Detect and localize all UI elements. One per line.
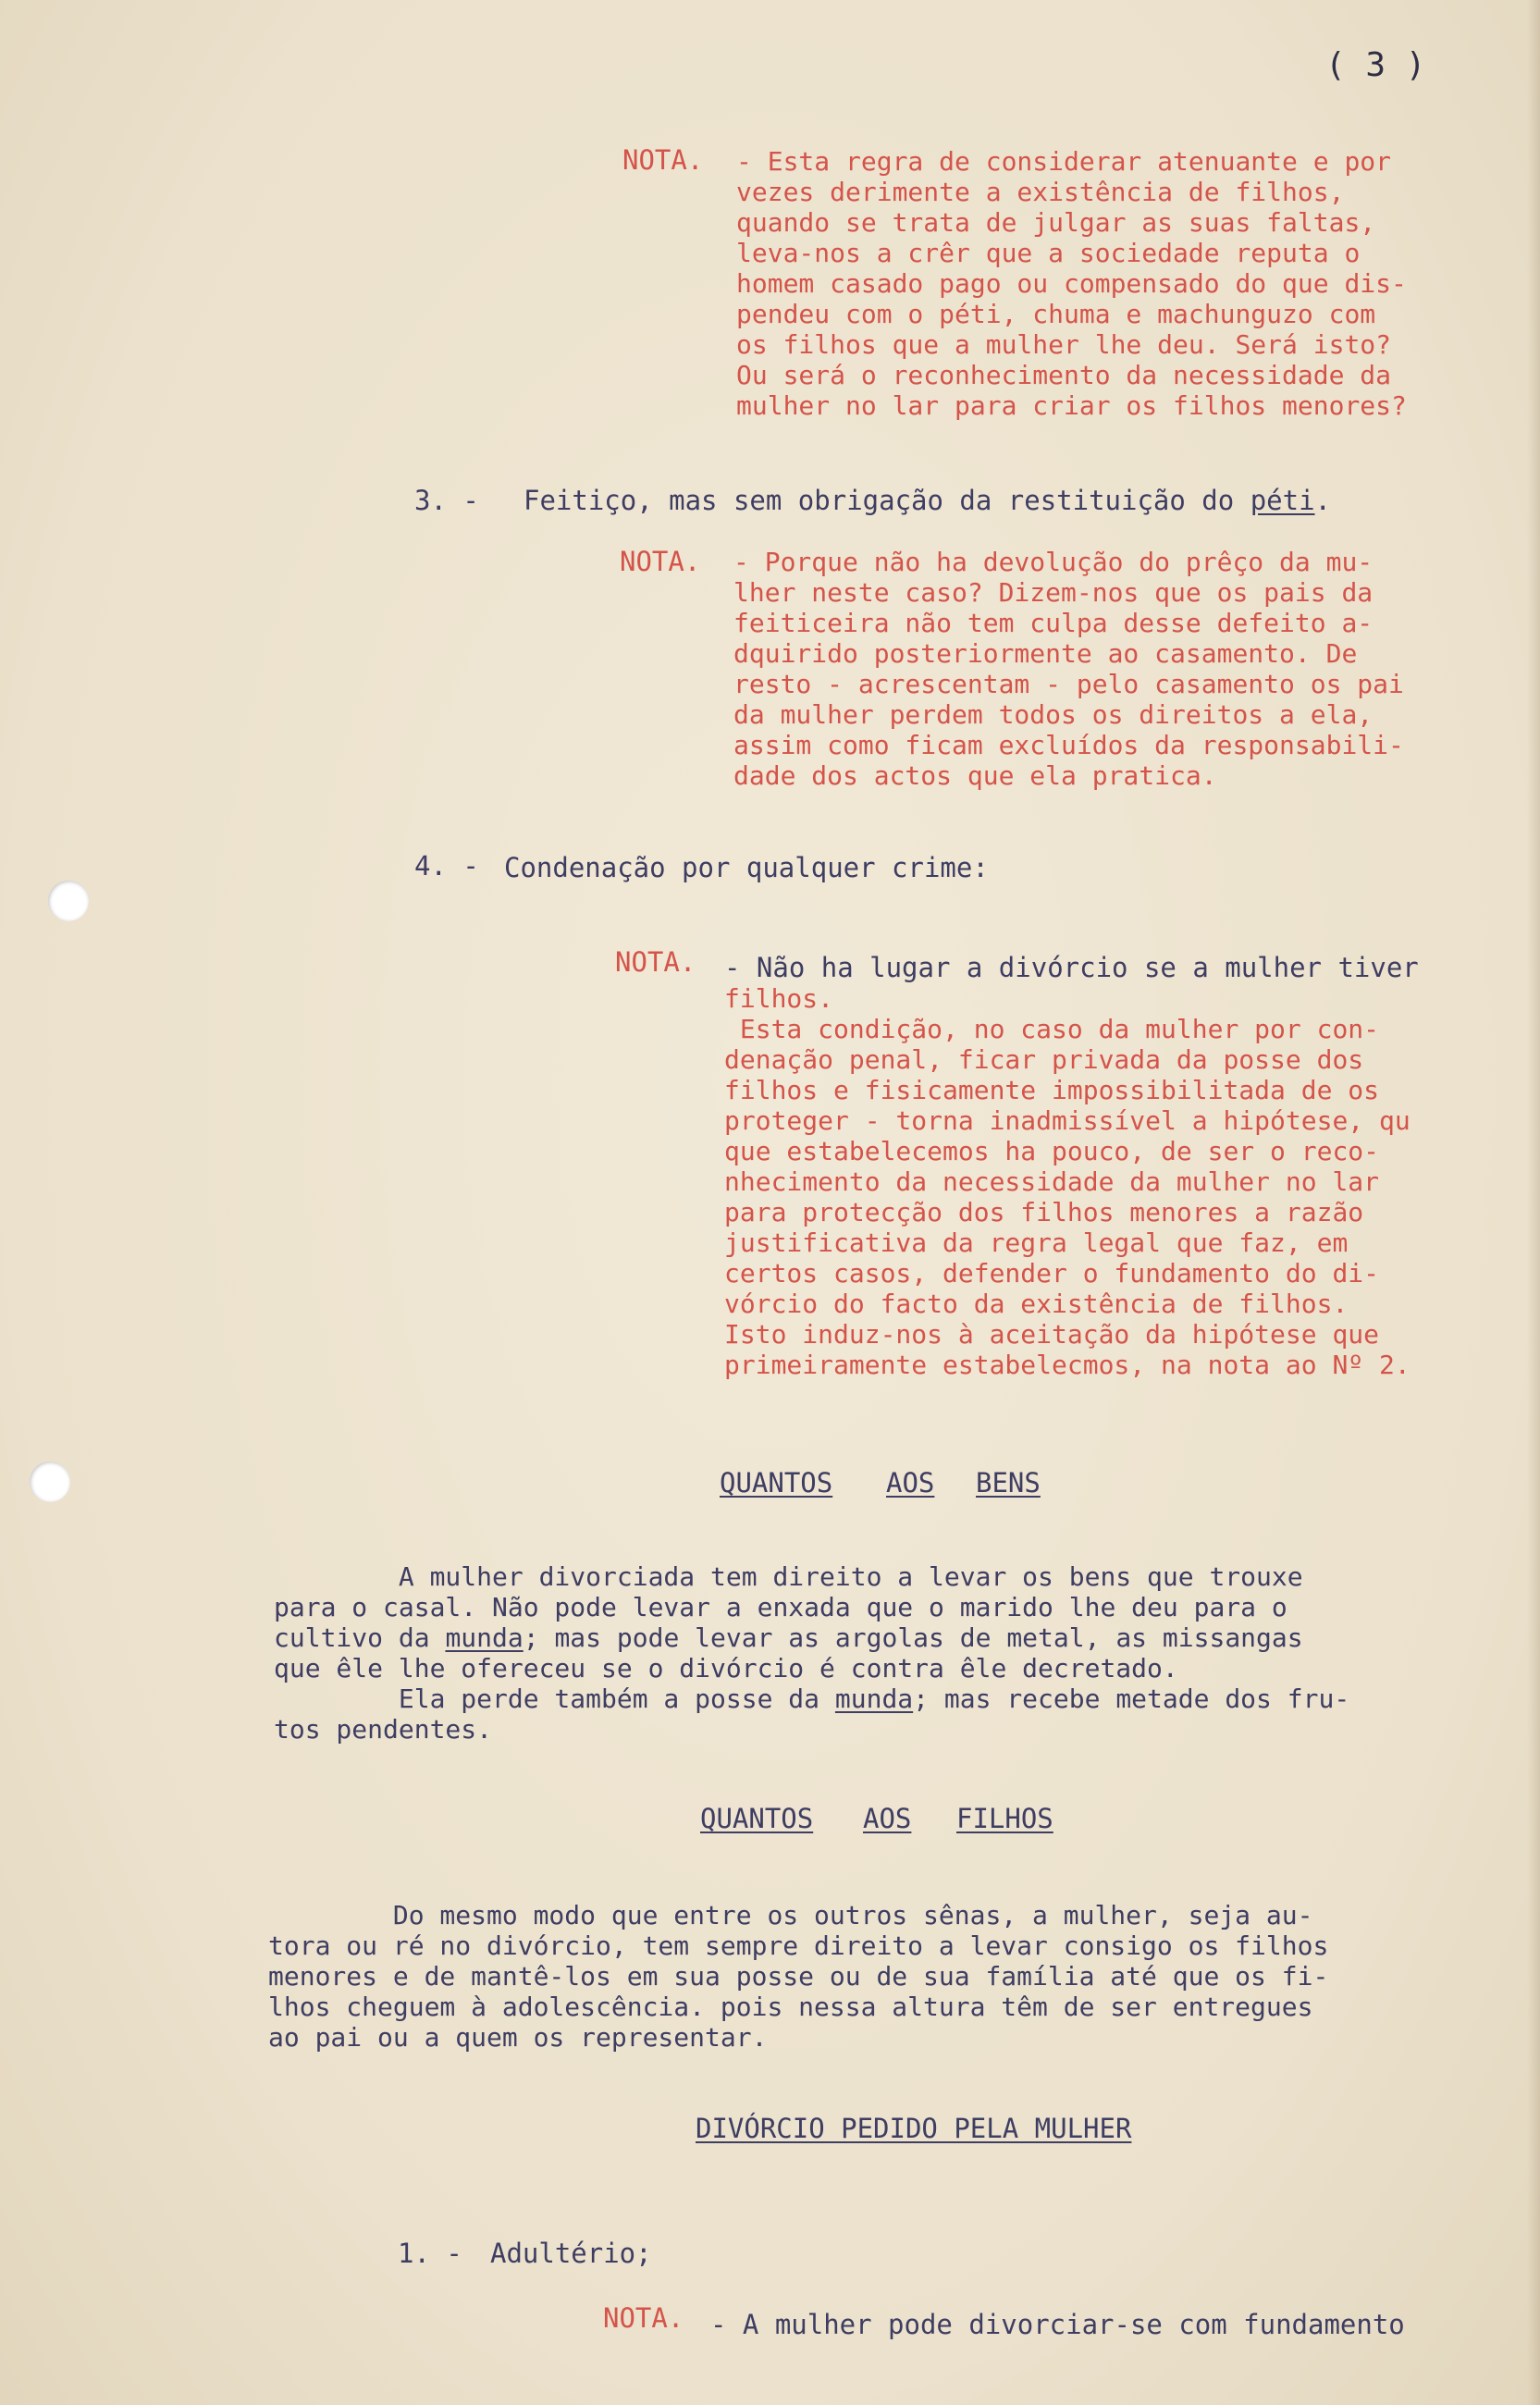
nota-1-line: Ou será o reconhecimento da necessidade da [736, 360, 1392, 390]
nota-label-1: NOTA. [622, 144, 704, 176]
nota-1-line: quando se trata de julgar as suas faltas, [736, 207, 1376, 238]
nota-3-first-line: - Não ha lugar a divórcio se a mulher tiver [724, 952, 1419, 983]
nota-1-line: leva-nos a crêr que a sociedade reputa o [736, 238, 1361, 268]
filhos-line: menores e de mantê-los em sua posse ou de sua família até que os fi- [268, 1961, 1329, 1992]
nota-3-line: que estabelecemos ha pouco, de ser o reco- [724, 1136, 1380, 1166]
bens-underlined: munda [445, 1622, 524, 1653]
nota-3-line: para protecção dos filhos menores a razão [724, 1197, 1364, 1227]
nota-2-text [733, 547, 1404, 791]
nota-1-line: - Esta regra de considerar atenuante e por [736, 146, 1392, 177]
nota-3-line: justificativa da regra legal que faz, em [724, 1227, 1349, 1258]
nota-3-line: Esta condição, no caso da mulher por con- [724, 1014, 1380, 1044]
filhos-line: tora ou ré no divórcio, tem sempre direito a levar consigo os filhos [268, 1930, 1329, 1961]
section-filhos-word: AOS [863, 1803, 912, 1834]
item-3-end: . [1314, 485, 1331, 516]
bens-line: A mulher divorciada tem direito a levar os bens que trouxe [274, 1561, 1303, 1592]
bens-paragraph [274, 1561, 1349, 1745]
bens-underlined: munda [834, 1684, 914, 1714]
nota-label-2: NOTA. [620, 546, 701, 577]
bens-text: cultivo da [274, 1622, 446, 1653]
nota-1-line: pendeu com o péti, chuma e machunguzo com [736, 299, 1376, 329]
nota-3-text [724, 983, 1411, 1380]
bens-text: ; mas recebe metade dos fru- [913, 1684, 1350, 1714]
bens-line: que êle lhe ofereceu se o divórcio é contra êle decretado. [274, 1653, 1178, 1684]
nota-2-line: feiticeira não tem culpa desse defeito a- [733, 608, 1374, 638]
item-1-text: Adultério; [490, 2238, 652, 2269]
nota-3-line: vórcio do facto da existência de filhos. [724, 1289, 1349, 1319]
item-3-main: Feitiço, mas sem obrigação da restituição do [524, 485, 1250, 516]
section-bens-word: QUANTOS [720, 1467, 833, 1498]
item-3-label: 3. - [414, 485, 479, 516]
nota-3-line: proteger - torna inadmissível a hipótese, qu [724, 1105, 1411, 1136]
item-3-underlined: péti [1250, 485, 1315, 516]
bens-line: tos pendentes. [274, 1714, 493, 1745]
nota-3-line: Isto induz-nos à aceitação da hipótese que [724, 1319, 1380, 1350]
nota-2-line: lher neste caso? Dizem-nos que os pais da [733, 577, 1374, 608]
section-filhos-word: QUANTOS [700, 1803, 814, 1834]
section-divorcio-title: DIVÓRCIO PEDIDO PELA MULHER [696, 2113, 1132, 2144]
nota-2-line: da mulher perdem todos os direitos a ela, [733, 699, 1374, 730]
item-4-text: Condenação por qualquer crime: [504, 852, 989, 883]
bens-line: para o casal. Não pode levar a enxada que o marido lhe deu para o [274, 1592, 1287, 1622]
section-filhos-word: FILHOS [956, 1803, 1053, 1834]
nota-1-line: mulher no lar para criar os filhos menores? [736, 390, 1407, 421]
bens-line [274, 1684, 1349, 1714]
filhos-line: ao pai ou a quem os representar. [268, 2022, 768, 2053]
nota-2-line: resto - acrescentam - pelo casamento os pai [733, 669, 1404, 699]
nota-3-line: nhecimento da necessidade da mulher no lar [724, 1166, 1380, 1197]
filhos-line: lhos cheguem à adolescência. pois nessa altura têm de ser entregues [268, 1992, 1313, 2022]
page-edge-shadow [1527, 0, 1540, 2405]
nota-1-line: vezes derimente a existência de filhos, [736, 177, 1345, 207]
filhos-line: Do mesmo modo que entre os outros sênas, a mulher, seja au- [268, 1900, 1313, 1930]
nota-3-line: filhos. [724, 983, 834, 1014]
punch-hole-bottom [30, 1462, 70, 1502]
bens-line [274, 1622, 1349, 1653]
nota-1-line: os filhos que a mulher lhe deu. Será isto? [736, 329, 1392, 360]
bens-text: ; mas pode levar as argolas de metal, as missangas [523, 1622, 1303, 1653]
item-3-text [524, 486, 1331, 516]
nota-3-line: certos casos, defender o fundamento do di- [724, 1258, 1380, 1289]
bens-text: Ela perde também a posse da [274, 1684, 835, 1714]
nota-1-line: homem casado pago ou compensado do que dis- [736, 268, 1407, 299]
nota-2-line: dade dos actos que ela pratica. [733, 760, 1217, 791]
nota-2-line: assim como ficam excluídos da responsabili- [733, 730, 1404, 760]
nota-label-4: NOTA. [603, 2302, 684, 2334]
nota-2-line: dquirido posteriormente ao casamento. De [733, 638, 1358, 669]
section-bens-word: AOS [886, 1467, 935, 1498]
nota-3-line: primeiramente estabelecmos, na nota ao Nº 2. [724, 1350, 1411, 1380]
section-bens-word: BENS [976, 1467, 1041, 1498]
punch-hole-top [48, 881, 89, 921]
item-4-label: 4. - [414, 850, 479, 882]
item-1-label: 1. - [398, 2238, 462, 2269]
nota-3-line: denação penal, ficar privada da posse dos [724, 1044, 1364, 1075]
page-number: ( 3 ) [1325, 46, 1426, 84]
nota-4-text: - A mulher pode divorciar-se com fundamento [710, 2309, 1405, 2340]
nota-3-line: filhos e fisicamente impossibilitada de os [724, 1075, 1380, 1105]
nota-label-3: NOTA. [615, 946, 696, 978]
nota-2-line: - Porque não ha devolução do prêço da mu- [733, 547, 1374, 577]
filhos-paragraph [268, 1900, 1328, 2053]
nota-1-text [736, 146, 1407, 421]
